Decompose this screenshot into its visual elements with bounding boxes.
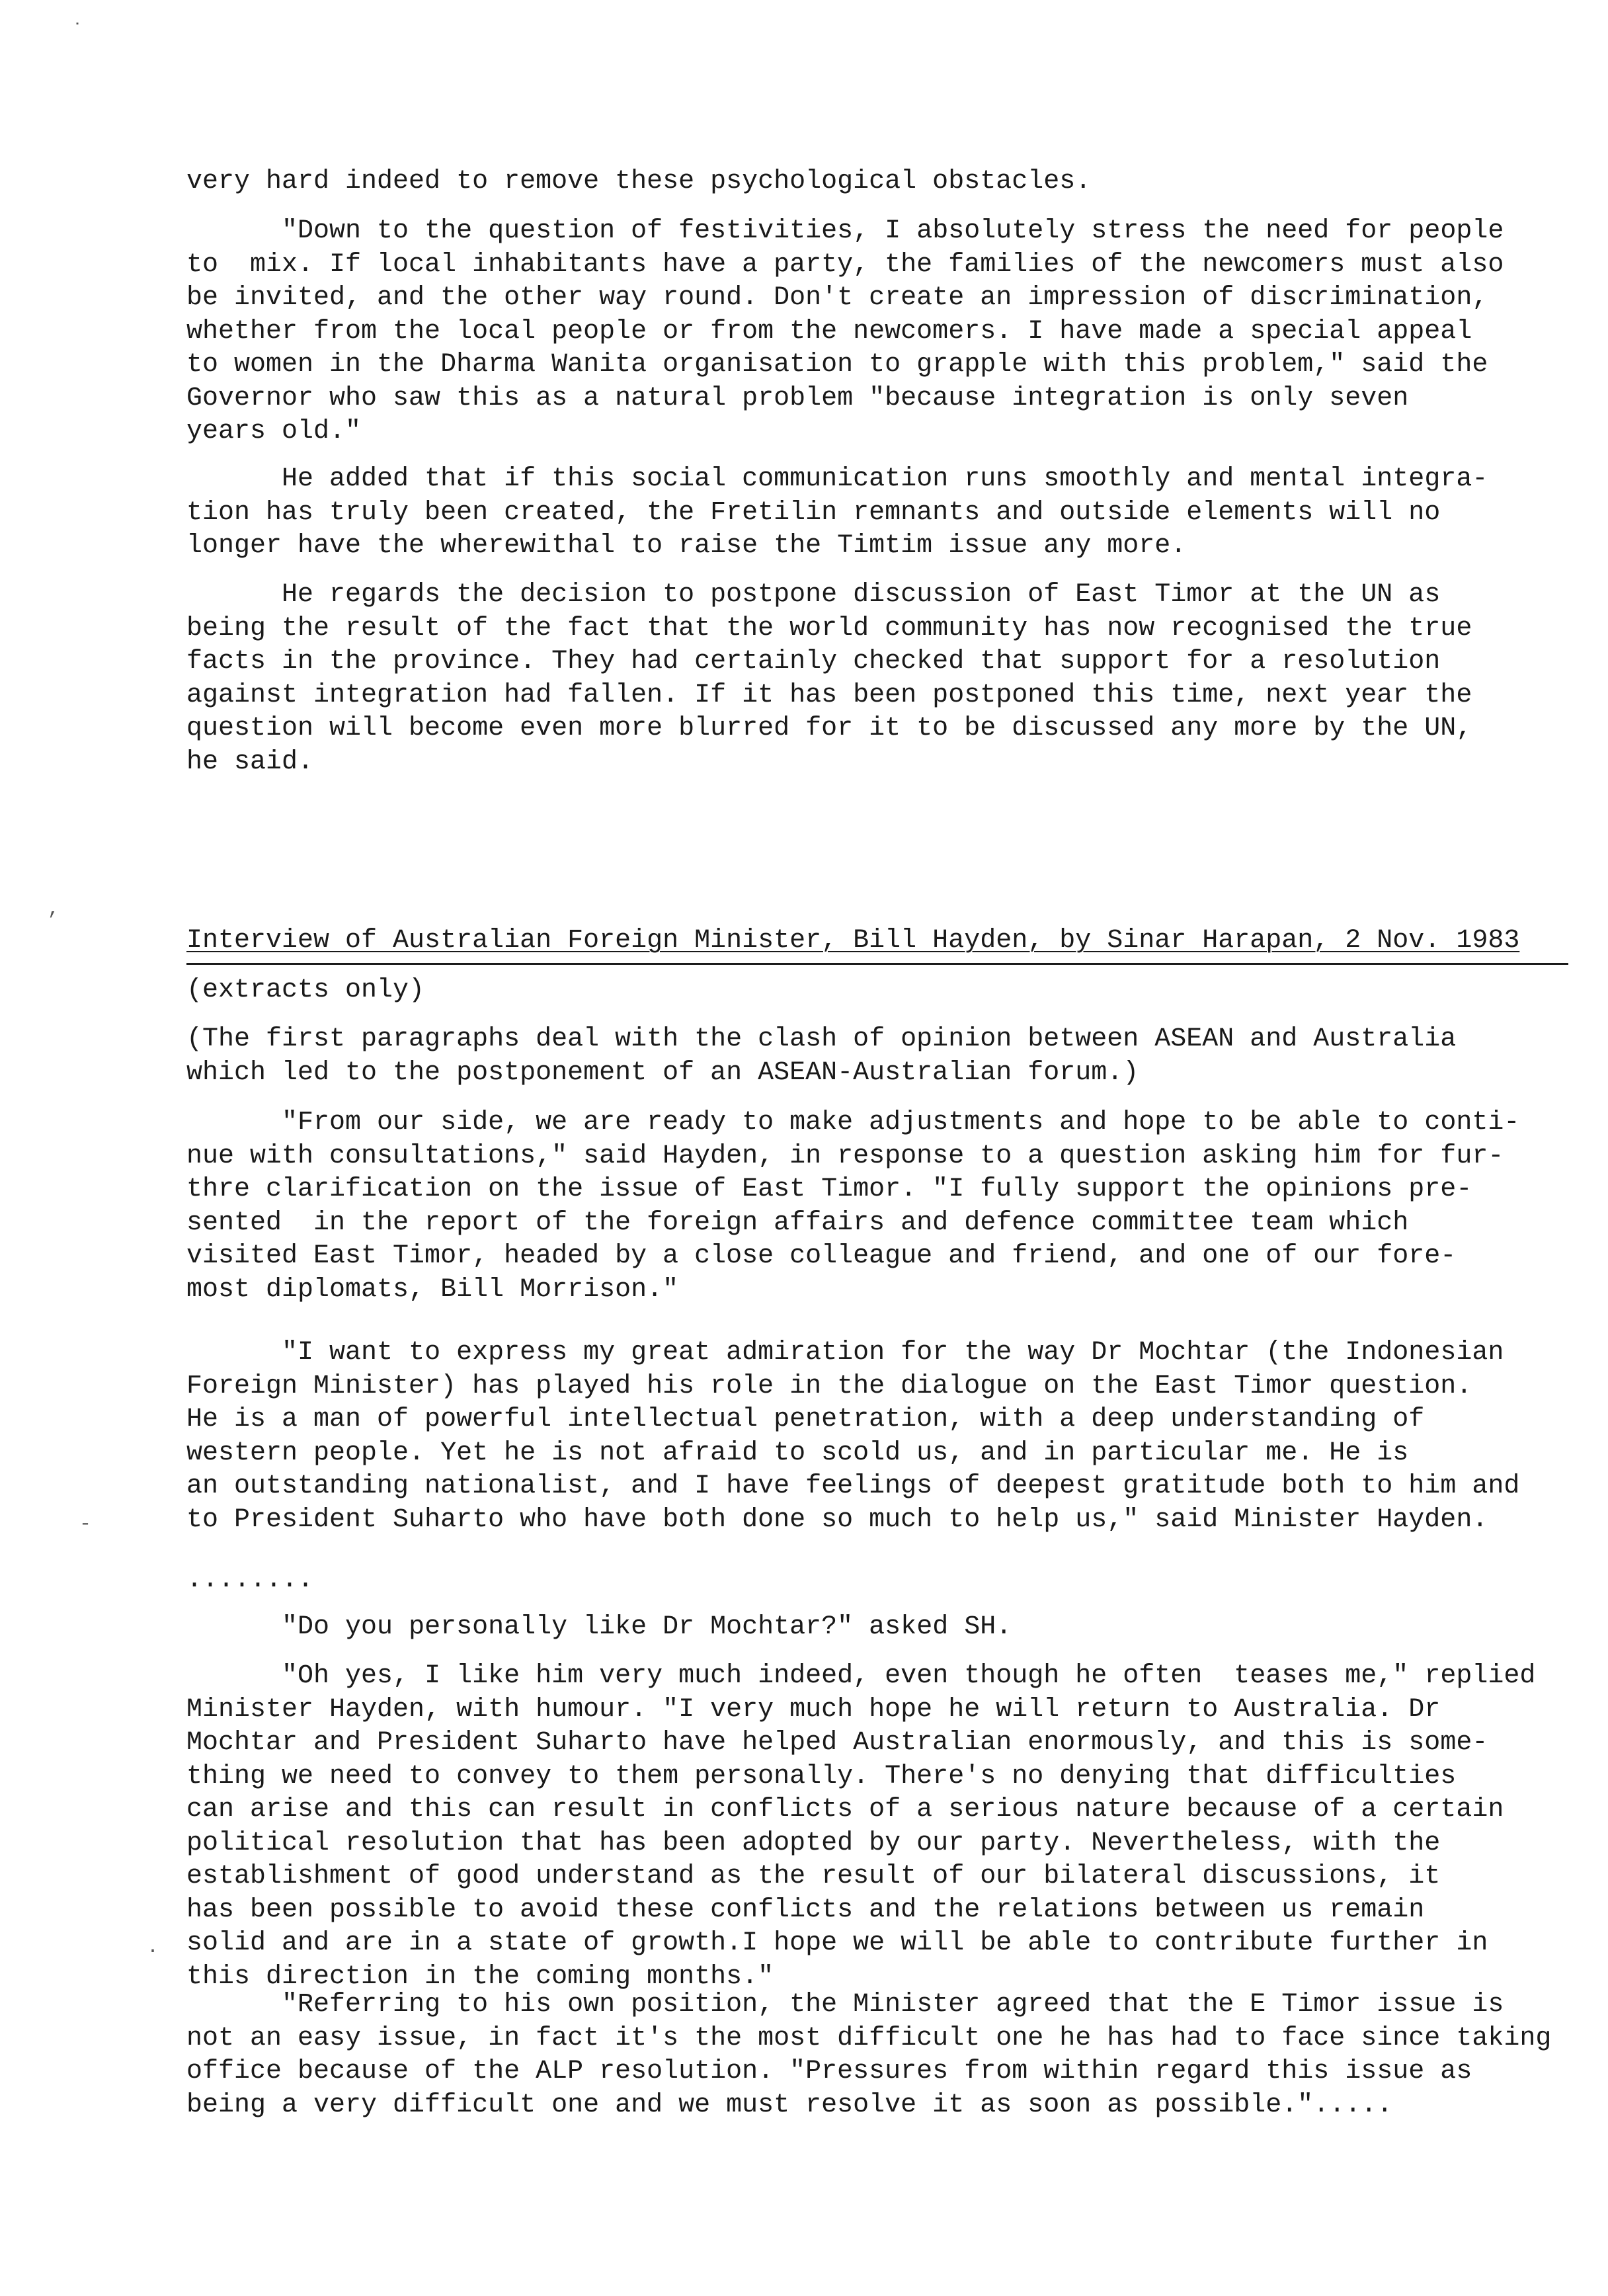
- paragraph-festivities: "Down to the question of festivities, I absolutely stress the need for people to mix. If local inhabitants have a party, the families of the newcomers must also be invited, and the other way round. Don't create an impression of discrimination, whether from the local people or from the newcomers. I have made a special appeal to women in the Dharma Wanita organisation to grapple with this problem," said the Governor who saw this as a natural problem "because integration is only seven years old.": [186, 216, 1504, 446]
- scan-speck: -: [79, 1513, 92, 1536]
- intro-note: (The first paragraphs deal with the clash of opinion between ASEAN and Australia which led to the postponement of an ASEAN-Australian forum.): [186, 1024, 1457, 1088]
- ellipsis-separator: ........: [186, 1565, 314, 1595]
- paragraph-adjustments: "From our side, we are ready to make adjustments and hope to be able to conti- nue with consultations," said Hayden, in response to a question asking him for fur- thre clarification on the issue of East Timor. "I fully support the opinions pre- sented in the report of the foreign affairs and defence committee team which visited East Timor, headed by a close colleague and friend, and one of our fore- most diplomats, Bill Morrison.": [186, 1108, 1520, 1305]
- interview-heading: Interview of Australian Foreign Minister, Bill Hayden, by Sinar Harapan, 2 Nov. 1983: [186, 926, 1520, 956]
- scan-speck: .: [147, 1936, 159, 1959]
- paragraph-admiration: "I want to express my great admiration for the way Dr Mochtar (the Indonesian Foreign Minister) has played his role in the dialogue on the East Timor question. He is a man of powerful intellectual penetration, with a deep understanding of western people. Yet he is not afraid to scold us, and in particular me. He is an outstanding nationalist, and I have feelings of deepest gratitude both to him and to President Suharto who have both done so much to help us," said Minister Hayden.: [186, 1338, 1520, 1535]
- paragraph-reply: "Oh yes, I like him very much indeed, even though he often teases me," replied Minister Hayden, with humour. "I very much hope he will return to Australia. Dr Mochtar and President Suharto have helped Australian enormously, and this is some- thing we need to convey to them personally. There's no denying that difficulties can arise and this can result in conflicts of a serious nature because of a certain political resolution that has been adopted by our party. Nevertheless, with the establishment of good understand as the result of our bilateral discussions, it has been possible to avoid these conflicts and the relations between us remain solid and are in a state of growth.I hope we will be able to contribute further in this direction in the coming months.": [186, 1661, 1536, 1992]
- paragraph-integration: He added that if this social communication runs smoothly and mental integra- tion has truly been created, the Fretilin remnants and outside elements will no longer have the wherewithal to raise the Timtim issue any more.: [186, 464, 1488, 561]
- paragraph-question: "Do you personally like Dr Mochtar?" asked SH.: [186, 1612, 1012, 1642]
- scan-speck: ˙: [71, 21, 84, 44]
- extracts-note: (extracts only): [186, 975, 425, 1005]
- paragraph-un-postponement: He regards the decision to postpone discussion of East Timor at the UN as being the result of the fact that the world community has now recognised the true facts in the province. They had certainly checked that support for a resolution against integration had fallen. If it has been postponed this time, next year the question will become even more blurred for it to be discussed any more by the UN, he said.: [186, 580, 1472, 777]
- scan-speck: ,: [48, 898, 60, 921]
- paragraph-position: "Referring to his own position, the Minister agreed that the E Timor issue is not an easy issue, in fact it's the most difficult one he has had to face since taking office because of the ALP resolution. "Pressures from within regard this issue as being a very difficult one and we must resolve it as soon as possible.".....: [186, 1990, 1552, 2120]
- heading-rule: [186, 963, 1568, 965]
- paragraph-continuation: very hard indeed to remove these psychological obstacles.: [186, 167, 1092, 196]
